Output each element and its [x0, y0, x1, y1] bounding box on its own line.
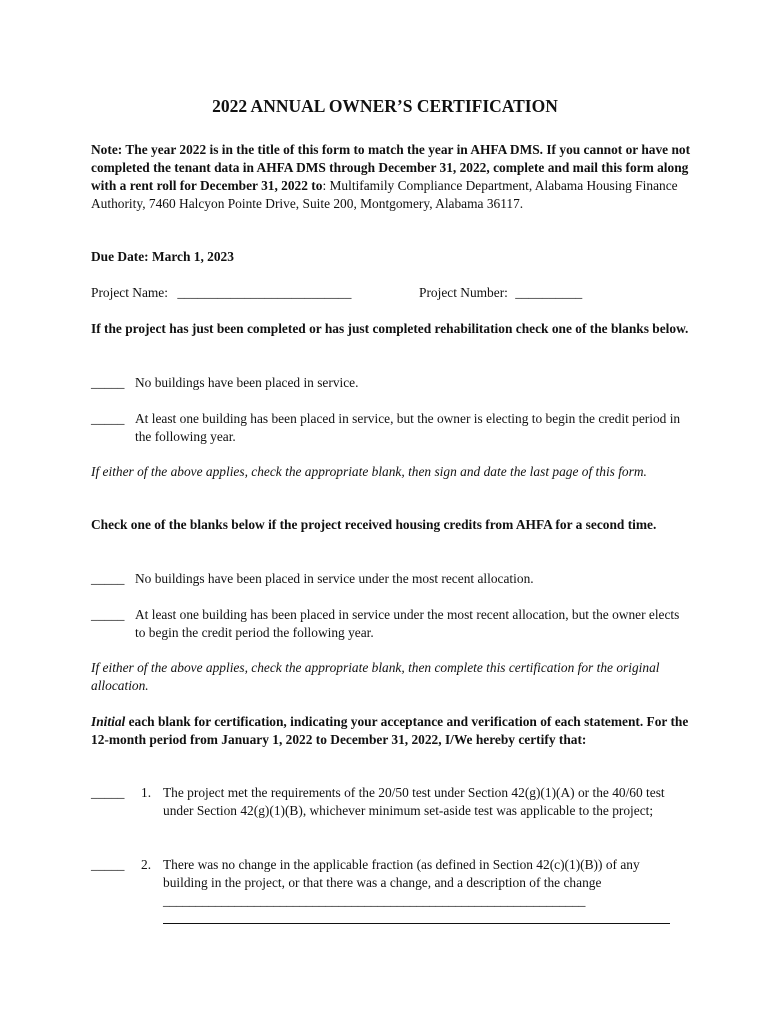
change-description-field[interactable]: _________________________________________________________________ [163, 893, 586, 908]
item-text [163, 856, 683, 910]
form-title: 2022 ANNUAL OWNER’S CERTIFICATION [212, 96, 558, 116]
checkbox-blank[interactable]: _____ [91, 571, 125, 586]
initial-word: Initial [91, 714, 126, 729]
option-text: At least one building has been placed in service, but the owner is electing to begin the credit period in the following year. [135, 411, 681, 444]
item-text: The project met the requirements of the 20/50 test under Section 42(g)(1)(A) or the 40/60 test under Section 42(g)(1)(B), whichever minimum set-aside test was applicable to the project; [163, 785, 665, 818]
section2-option-2 [91, 606, 691, 640]
change-description-line-2[interactable] [163, 923, 670, 924]
option-text: No buildings have been placed in service. [135, 375, 359, 390]
checkbox-blank[interactable]: _____ [91, 411, 125, 426]
certification-item-1 [91, 784, 691, 818]
section1-option-1 [91, 374, 691, 392]
certification-heading [91, 713, 691, 749]
checkbox-blank[interactable]: _____ [91, 607, 125, 622]
project-name-field[interactable]: __________________________ [177, 285, 352, 300]
due-date: Due Date: March 1, 2023 [91, 249, 234, 264]
item-number: 1. [141, 785, 152, 800]
option-text: No buildings have been placed in service under the most recent allocation. [135, 571, 534, 586]
project-name-label: Project Name: [91, 285, 168, 300]
option-text: At least one building has been placed in service under the most recent allocation, but the owner elects to begin the credit period the following year. [135, 607, 680, 640]
checkbox-blank[interactable]: _____ [91, 375, 125, 390]
note-address-text: : Multifamily Compliance Department, Alabama Housing Finance Authority, 7460 Halcyon Pointe Drive, Suite 200, Montgomery, Alabama 36117. [91, 178, 678, 211]
section2-option-1 [91, 570, 691, 588]
initial-blank[interactable]: _____ [91, 785, 125, 800]
note-paragraph [91, 141, 691, 213]
section2-heading: Check one of the blanks below if the project received housing credits from AHFA for a second time. [91, 517, 657, 532]
item-number: 2. [141, 857, 152, 872]
certification-item-2 [91, 856, 691, 908]
project-number-group [419, 284, 582, 302]
project-number-field[interactable]: __________ [515, 285, 583, 300]
note-bold-text: Note: The year 2022 is in the title of this form to match the year in AHFA DMS. If you cannot or have not completed the tenant data in AHFA DMS through December 31, 2022, complete and mail this form along with a rent roll for December 31, 2022 to [91, 142, 691, 193]
section1-note: If either of the above applies, check the appropriate blank, then sign and date the last page of this form. [91, 464, 647, 479]
initial-blank[interactable]: _____ [91, 857, 125, 872]
item-text-body: There was no change in the applicable fraction (as defined in Section 42(c)(1)(B)) of any building in the project, or that there was a change, and a description of the [163, 857, 640, 890]
certification-heading-text: each blank for certification, indicating your acceptance and verification of each statement. For the 12-month period from January 1, 2022 to December 31, 2022, I/We hereby certify that: [91, 714, 689, 747]
project-info-row [91, 284, 691, 302]
section1-option-2 [91, 410, 691, 444]
section1-heading: If the project has just been completed or has just completed rehabilitation check one of the blanks below. [91, 321, 689, 336]
change-label: change [563, 875, 602, 890]
section2-note: If either of the above applies, check the appropriate blank, then complete this certification for the original allocation. [91, 660, 660, 693]
project-number-label: Project Number: [419, 285, 508, 300]
